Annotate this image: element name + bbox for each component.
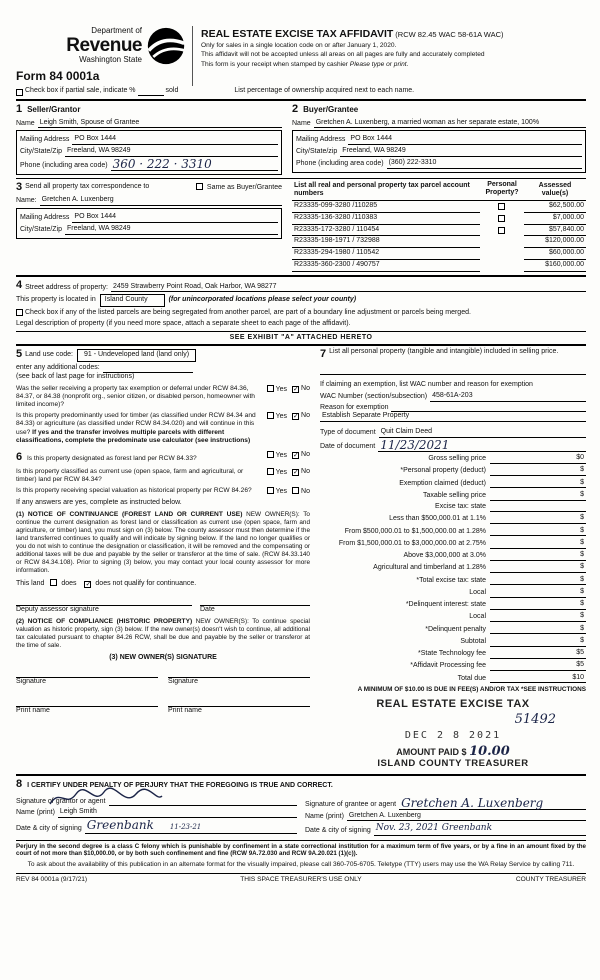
yes-checkbox[interactable]: [267, 385, 274, 392]
correspondence-mailing-label: Mailing Address: [20, 214, 70, 222]
tax-row: [320, 466, 586, 476]
parcel-number[interactable]: R23335-099-3280 /110285: [292, 201, 480, 213]
tax-row: [320, 539, 586, 549]
grantor-date-value[interactable]: 11-23-21: [169, 823, 202, 832]
personal-property-list-label: List all personal property (tangible and intangible) included in selling price.: [329, 348, 559, 356]
amount-paid-label: AMOUNT PAID $: [396, 746, 467, 757]
header-note-2: This affidavit will not be accepted unless all areas on all pages are fully and accurately completed: [201, 51, 485, 59]
form-number: Form 84 0001a: [16, 69, 100, 83]
tax-row: [320, 576, 586, 586]
parcel-row: [292, 225, 586, 237]
seller-city-field[interactable]: Freeland, WA 98249: [65, 147, 278, 157]
stamp-receipt-number: 51492: [514, 712, 556, 728]
yes-checkbox[interactable]: [267, 468, 274, 475]
no-checkbox[interactable]: ✓: [293, 385, 299, 393]
correspondence-label: Send all property tax correspondence to: [25, 182, 150, 190]
land-use-instructions-note: (see back of last page for instructions): [16, 372, 135, 380]
additional-codes-label: enter any additional codes:: [16, 364, 100, 372]
buyer-phone-label: Phone (including area code): [296, 159, 384, 167]
partial-sale-suffix: sold: [165, 87, 179, 94]
yes-label: Yes: [275, 468, 288, 476]
agency-block: [16, 26, 192, 86]
property-section: [16, 275, 586, 347]
notice-compliance: [16, 618, 310, 650]
tax-row: [320, 649, 586, 659]
new-owners-signature-title: (3) NEW OWNER(S) SIGNATURE: [109, 653, 217, 661]
tax-value[interactable]: $0: [490, 454, 586, 464]
personal-property-checkbox[interactable]: [498, 215, 505, 222]
print-name-label: Print name: [16, 707, 50, 715]
personal-property-checkbox[interactable]: [498, 203, 505, 210]
tax-value[interactable]: [490, 504, 586, 512]
does-label: does: [61, 580, 77, 588]
assessed-value[interactable]: $60,000.00: [524, 248, 586, 260]
revenue-logo-icon: [146, 26, 186, 66]
seller-name-label: Name: [16, 119, 35, 127]
tax-value[interactable]: $: [490, 612, 586, 622]
form-title: REAL ESTATE EXCISE TAX AFFIDAVIT: [201, 28, 394, 40]
question-text: Is this property designated as forest land per RCW 84.33?: [26, 455, 197, 463]
partial-sale-label: Check box if partial sale, indicate %: [25, 87, 136, 94]
notice-compliance-body: NEW OWNER(S): To continue special valuation as historic property, sign (3) below. If the new owner(s) doesn't wish to continue, all additional tax calculated pursuant to chapter 84.26 RCW, shall be due and payable by the seller or transferor at the time of sale.: [16, 617, 310, 649]
buyer-section: [288, 103, 586, 175]
grantor-signature-block: [16, 796, 305, 836]
tax-section: [316, 348, 586, 770]
parcel-number[interactable]: R23335-198-1971 / 732988: [292, 236, 480, 248]
tax-value[interactable]: $: [490, 600, 586, 610]
parcel-row: [292, 248, 586, 260]
no-label: No: [301, 384, 310, 392]
parcel-row: [292, 260, 586, 272]
section-4-number: 4: [16, 278, 23, 291]
question-text: Is this property receiving special valuation as historical property per RCW 84.26?: [16, 487, 252, 495]
tax-value[interactable]: $: [490, 576, 586, 586]
tax-row: [320, 661, 586, 671]
grantor-signature-scribble: [46, 786, 166, 810]
exemption-note: If claiming an exemption, list WAC number and reason for exemption: [320, 381, 533, 389]
tax-row: [320, 612, 586, 622]
amount-paid-value: 10.00: [469, 743, 510, 759]
section-1-title: Seller/Grantor: [27, 104, 81, 114]
yes-label: Yes: [275, 488, 288, 496]
tax-row: [320, 588, 586, 598]
question-note: If yes and the transfer involves multiple parcels with different classifications, complete the predominate use calculator (see instructions): [16, 428, 251, 444]
buyer-mailing-label: Mailing Address: [296, 136, 346, 144]
question-row: [16, 385, 310, 410]
parcel-number[interactable]: R23335-136-3280 /110383: [292, 213, 480, 225]
certification-section: [16, 774, 586, 836]
tax-label: Exemption claimed (deduct): [399, 479, 486, 487]
tax-value[interactable]: $: [490, 625, 586, 635]
grantee-signature-block: [305, 796, 586, 836]
tax-label: Agricultural and timberland at 1.28%: [373, 564, 486, 572]
stamp-date: DEC 2 8 2021: [404, 730, 502, 742]
deputy-assessor-signature-field[interactable]: [16, 593, 192, 606]
parcel-number[interactable]: R23335-172-3280 / 110454: [292, 225, 480, 237]
legal-description-value: SEE EXHIBIT "A" ATTACHED HERETO: [16, 331, 586, 347]
tax-value[interactable]: $10: [490, 674, 586, 684]
partial-sale-row: [16, 87, 586, 96]
buyer-name-field[interactable]: Gretchen A. Luxenberg, a married woman as her separate estate, 100%: [314, 119, 586, 129]
assessed-value[interactable]: $57,840.00: [524, 225, 586, 237]
tax-label: *Personal property (deduct): [400, 467, 486, 475]
located-in-note: (for unincorporated locations please select your county): [168, 296, 357, 304]
new-owner-printname-field-2[interactable]: [168, 694, 310, 707]
tax-value[interactable]: $: [490, 563, 586, 573]
tax-value[interactable]: $: [490, 514, 586, 524]
parcel-row: [292, 201, 586, 213]
header-note-1: Only for sales in a single location code on or after January 1, 2020.: [201, 42, 397, 50]
yes-checkbox[interactable]: [267, 412, 274, 419]
new-owner-printname-field-1[interactable]: [16, 694, 158, 707]
footer-county-treasurer: COUNTY TREASURER: [515, 876, 586, 884]
certify-statement: I CERTIFY UNDER PENALTY OF PERJURY THAT THE FOREGOING IS TRUE AND CORRECT.: [27, 781, 333, 789]
yes-checkbox[interactable]: [267, 487, 274, 494]
buyer-city-field[interactable]: Freeland, WA 98249: [340, 147, 582, 157]
correspondence-mailing-field[interactable]: PO Box 1444: [72, 213, 278, 223]
no-checkbox[interactable]: ✓: [293, 452, 299, 460]
section-1-number: 1: [16, 102, 23, 115]
signature-label: Signature: [16, 677, 46, 685]
grantor-printname-label: Name (print): [16, 809, 55, 817]
does-not-qualify-checkbox[interactable]: ✓: [85, 581, 92, 589]
treasurer-stamp: [320, 698, 586, 770]
correspondence-city-field[interactable]: Freeland, WA 98249: [65, 225, 278, 235]
segregated-label: Check box if any of the listed parcels are being segregated from another parcel, are part of a boundary line adjustment or parcels being merged.: [25, 309, 471, 317]
doc-date-field[interactable]: 11/23/2021: [378, 440, 586, 452]
wac-number-label: WAC Number (section/subsection): [320, 392, 428, 400]
seller-phone-field[interactable]: 360 · 222 · 3310: [111, 159, 278, 171]
located-in-label: This property is located in: [16, 296, 96, 304]
footer-treasurer-space: THIS SPACE TREASURER'S USE ONLY: [240, 876, 362, 884]
grantor-printname-field[interactable]: Leigh Smith: [58, 808, 297, 818]
tax-label: Less than $500,000.01 at 1.1%: [389, 515, 486, 523]
grantor-city-value[interactable]: Greenbank: [86, 818, 154, 833]
deputy-assessor-date-field[interactable]: [200, 593, 310, 606]
tax-value[interactable]: $: [490, 491, 586, 501]
segregated-checkbox[interactable]: [16, 309, 23, 316]
grantee-datecity-label: Date & city of signing: [305, 826, 371, 834]
doc-date-label: Date of document: [320, 442, 376, 450]
street-address-label: Street address of property:: [25, 283, 109, 291]
buyer-mailing-field[interactable]: PO Box 1444: [348, 135, 582, 145]
new-owner-signature-field-1[interactable]: [16, 665, 158, 678]
tax-value[interactable]: $: [490, 588, 586, 598]
header-note-3b: Please type or print.: [349, 60, 409, 68]
exemption-reason-label: Reason for exemption: [320, 403, 389, 411]
question-text: Was the seller receiving a property tax exemption or deferral under RCW 84.36, 84.37, or 84.38 (nonprofit org., senior citizen, or disabled person, homeowner with limited income)?: [16, 384, 255, 409]
notice-continuance-body: NEW OWNER(S): To continue the current designation as forest land or classification as current use (open space, farm and agriculture, or timber) land, you must sign on (3) below. The county assessor must then determine if the land transferred continues to qualify and will indicate by signing below. If the land no longer qualifies or you do not wish to continue the designation or classification, it will be removed and the compensating or additional taxes will be due and payable by the seller or transferor at the time of sale. (RCW 84.33.140 or RCW 84.34.108). Prior to signing (3) below, you may contact your local county assessor for more information.: [16, 510, 310, 575]
does-qualify-checkbox[interactable]: [50, 579, 57, 586]
seller-city-label: City/State/Zip: [20, 148, 63, 155]
partial-sale-percent-field[interactable]: [138, 95, 164, 96]
tax-value[interactable]: $: [490, 539, 586, 549]
assessed-value[interactable]: $160,000.00: [524, 260, 586, 272]
grantee-printname-label: Name (print): [305, 812, 344, 820]
tax-label: *State Technology fee: [418, 650, 486, 658]
qualify-prefix: This land: [16, 580, 45, 588]
seller-phone-label: Phone (including area code): [20, 161, 108, 169]
parcel-number[interactable]: R23335-360-2300 / 490757: [292, 260, 480, 272]
section-5-number: 5: [16, 348, 23, 361]
grantor-signature-field[interactable]: [109, 798, 297, 806]
question-row: [16, 451, 310, 465]
deputy-date-label: Date: [200, 605, 215, 613]
tax-value[interactable]: $5: [490, 661, 586, 671]
tax-row: [320, 491, 586, 501]
county-select[interactable]: Island County: [100, 294, 165, 307]
header-note-3: This form is your receipt when stamped by cashier: [201, 60, 348, 68]
tax-value[interactable]: $: [490, 479, 586, 489]
alt-format-note: To ask about the availability of this publication in an alternate format for the visually impaired, please call 360-705-6705. Teletype (TTY) users may use the WA Relay Service by calling 711.: [27, 861, 575, 869]
deputy-assessor-label: Deputy assessor signature: [16, 605, 99, 613]
assessed-value[interactable]: $62,500.00: [524, 201, 586, 213]
correspondence-city-label: City/State/Zip: [20, 225, 63, 233]
no-label: No: [301, 451, 310, 459]
section-8-number: 8: [16, 777, 23, 790]
tax-label: Excise tax: state: [435, 503, 486, 511]
tax-row: [320, 637, 586, 647]
tax-label: Taxable selling price: [422, 491, 486, 499]
yes-label: Yes: [275, 452, 288, 460]
yes-label: Yes: [275, 413, 288, 421]
parcel-table: [288, 181, 586, 272]
tax-value[interactable]: $: [490, 466, 586, 476]
same-as-buyer-checkbox[interactable]: [196, 183, 203, 190]
section-6-number: 6: [16, 451, 23, 464]
tax-label: Subtotal: [460, 637, 486, 645]
assessed-value[interactable]: $120,000.00: [524, 236, 586, 248]
signature-label: Signature: [168, 677, 198, 685]
parcel-number[interactable]: R23335-294-1980 / 110542: [292, 248, 480, 260]
seller-address-box: [16, 130, 282, 174]
street-address-field[interactable]: 2459 Strawberry Point Road, Oak Harbor, WA 98277: [111, 283, 586, 293]
tax-row: [320, 503, 586, 512]
print-name-label: Print name: [168, 707, 202, 715]
tax-label: From $1,500,000.01 to $3,000,000.00 at 2.75%: [338, 539, 486, 547]
grantor-sig-label: Signature of grantor or agent: [16, 797, 106, 805]
personal-property-list-field[interactable]: [320, 362, 586, 375]
tax-label: From $500,000.01 to $1,500,000.00 at 1.28%: [344, 527, 486, 535]
correspondence-name-label: Name:: [16, 197, 37, 205]
footer-bar: [16, 873, 586, 884]
exemption-reason-field[interactable]: [391, 404, 586, 412]
grantee-signature-field[interactable]: Gretchen A. Luxenberg: [399, 798, 586, 810]
tax-label: Gross selling price: [428, 455, 486, 463]
tax-label: Above $3,000,000 at 3.0%: [403, 552, 486, 560]
parcel-row: [292, 236, 586, 248]
form-header: [16, 26, 586, 86]
tax-label: *Delinquent interest: state: [405, 601, 486, 609]
yes-label: Yes: [275, 385, 288, 393]
ownership-note: List percentage of ownership acquired next to each name.: [234, 87, 415, 94]
agency-state: Washington State: [79, 55, 142, 64]
form-title-ref: (RCW 82.45 WAC 58-61A WAC): [395, 30, 504, 39]
tax-row: [320, 674, 586, 684]
notice-continuance-title: (1) NOTICE OF CONTINUANCE (FOREST LAND OR CURRENT USE): [16, 510, 243, 518]
grantee-datecity-value[interactable]: Nov. 23, 2021 Greenbank: [374, 823, 586, 835]
tax-value[interactable]: $5: [490, 649, 586, 659]
tax-label: *Total excise tax: state: [416, 576, 486, 584]
land-use-label: Land use code:: [25, 350, 73, 358]
correspondence-address-box: [16, 208, 282, 239]
no-label: No: [301, 488, 310, 496]
correspondence-section: [16, 181, 288, 272]
legal-description-label: Legal description of property (if you need more space, attach a separate sheet to each page of the affidavit).: [16, 319, 351, 327]
if-yes-note: If any answers are yes, complete as instructed below.: [16, 499, 182, 507]
no-label: No: [301, 412, 310, 420]
grantee-sig-label: Signature of grantee or agent: [305, 800, 397, 808]
tax-row: [320, 454, 586, 464]
tax-row: [320, 514, 586, 524]
minimum-due-note: A MINIMUM OF $10.00 IS DUE IN FEE(S) AND/OR TAX *SEE INSTRUCTIONS: [357, 686, 586, 694]
question-row: [16, 468, 310, 484]
section-3-number: 3: [16, 180, 23, 193]
parcel-row: [292, 213, 586, 225]
tax-label: Total due: [457, 674, 486, 682]
grantor-datecity-label: Date & city of signing: [16, 825, 82, 833]
seller-mailing-field[interactable]: PO Box 1444: [72, 135, 278, 145]
buyer-name-label: Name: [292, 119, 311, 127]
tax-label: Local: [469, 613, 486, 621]
section-2-number: 2: [292, 102, 299, 115]
tax-row: [320, 527, 586, 537]
tax-value[interactable]: $: [490, 551, 586, 561]
new-owner-signature-field-2[interactable]: [168, 665, 310, 678]
stamp-treasurer: ISLAND COUNTY TREASURER: [377, 758, 529, 770]
correspondence-name-field[interactable]: Gretchen A. Luxenberg: [40, 196, 282, 206]
wac-number-field[interactable]: 458-61A-203: [430, 392, 586, 402]
grantee-printname-field[interactable]: Gretchen A. Luxenberg: [347, 812, 586, 822]
question-row: [16, 412, 310, 445]
tax-row: [320, 563, 586, 573]
agency-name: Revenue: [66, 35, 142, 56]
no-checkbox[interactable]: [292, 487, 299, 494]
tax-value[interactable]: $: [490, 637, 586, 647]
tax-row: [320, 479, 586, 489]
question-text: Is this property classified as current use (open space, farm and agricultural, or timber) land per RCW 84.34?: [16, 467, 244, 484]
parcel-col-header-numbers: List all real and personal property tax parcel account numbers: [294, 181, 470, 198]
notice-compliance-title: (2) NOTICE OF COMPLIANCE (HISTORIC PROPERTY): [16, 617, 193, 625]
tax-row: [320, 551, 586, 561]
assessed-value[interactable]: $7,000.00: [524, 213, 586, 225]
tax-label: Local: [469, 588, 486, 596]
does-not-label: does not qualify for continuance.: [95, 580, 197, 588]
exemption-reason-value[interactable]: Establish Separate Property: [320, 412, 586, 422]
title-block: [192, 26, 586, 86]
additional-codes-field[interactable]: [103, 365, 193, 373]
notice-continuance: [16, 511, 310, 575]
no-checkbox[interactable]: ✓: [293, 413, 299, 421]
no-checkbox[interactable]: ✓: [293, 468, 299, 476]
doc-type-field[interactable]: Quit Claim Deed: [379, 428, 586, 438]
same-as-buyer-label: Same as Buyer/Grantee: [206, 183, 282, 191]
tax-row: [320, 600, 586, 610]
partial-sale-checkbox[interactable]: [16, 89, 23, 96]
stamp-title: REAL ESTATE EXCISE TAX: [376, 698, 530, 711]
tax-label: *Affidavit Processing fee: [410, 662, 486, 670]
question-text: Is this property predominantly used for timber (as classified under RCW 84.34 and 84.33) or agriculture (as classified under RCW 84.34.020) and will continue in this use?: [16, 412, 256, 436]
no-label: No: [301, 467, 310, 475]
tax-row: [320, 625, 586, 635]
land-use-code-select[interactable]: 91 - Undeveloped land (land only): [77, 349, 196, 362]
tax-value[interactable]: $: [490, 527, 586, 537]
parcel-col-header-assessed: Assessed value(s): [538, 181, 572, 198]
tax-label: *Delinquent penalty: [425, 625, 486, 633]
doc-type-label: Type of document: [320, 429, 376, 437]
yes-checkbox[interactable]: [267, 451, 274, 458]
personal-property-checkbox[interactable]: [498, 227, 505, 234]
seller-name-field[interactable]: Leigh Smith, Spouse of Grantee: [38, 119, 282, 129]
parcel-col-header-personal: Personal Property?: [485, 180, 519, 197]
seller-mailing-label: Mailing Address: [20, 136, 70, 144]
footer-rev-number: REV 84 0001a (9/17/21): [16, 876, 88, 884]
land-use-section: [16, 348, 316, 770]
section-7-number: 7: [320, 348, 327, 361]
section-2-title: Buyer/Grantee: [303, 104, 359, 114]
question-row: [16, 487, 310, 497]
buyer-phone-field[interactable]: (360) 222-3310: [387, 159, 582, 169]
seller-section: [16, 103, 288, 175]
buyer-city-label: City/State/zip: [296, 148, 338, 155]
perjury-text: Perjury in the second degree is a class C felony which is punishable by confinement in a state correctional institution for a maximum term of five years, or by a fine in an amount fixed by the court of not more than $10,000.00, or by both such confinement and fine (RCW 9A.72.030 and RCW 9A.20.021 (1)(c)).: [16, 842, 586, 858]
dept-of-label: Department of: [91, 26, 142, 35]
buyer-address-box: [292, 130, 586, 172]
